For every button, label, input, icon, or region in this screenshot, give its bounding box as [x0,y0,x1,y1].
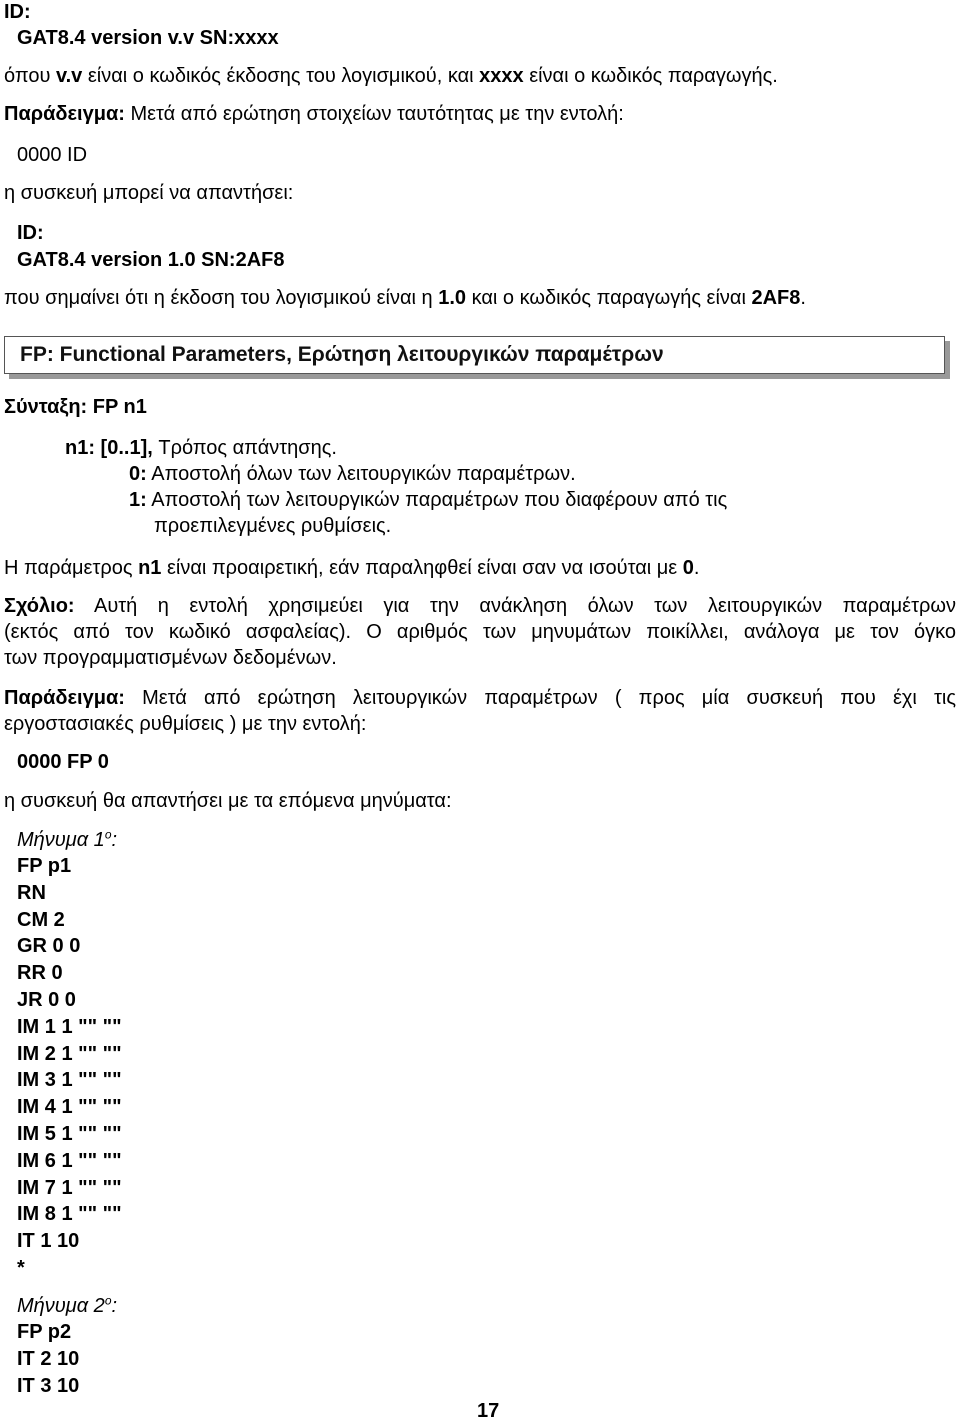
command-fp: 0000 FP 0 [17,751,109,773]
message-line: FP p1 [17,855,72,877]
message-line: * [17,1257,25,1279]
message-line: IM 4 1 "" "" [17,1096,122,1119]
message-line: IM 3 1 "" "" [17,1069,122,1092]
option-1: 1: Αποστολή των λειτουργικών παραμέτρων που διαφέρουν από τις [129,489,728,511]
message-line: RR 0 [17,962,63,985]
where-line: όπου v.v είναι ο κωδικός έκδοσης του λογισμικού, και xxxx είναι ο κωδικός παραγωγής. [4,65,778,87]
device-reply-intro: η συσκευή μπορεί να απαντήσει: [4,182,294,204]
message-line: RN [17,881,46,904]
message-line: IM 2 1 "" "" [17,1042,122,1065]
command-id: 0000 ID [17,144,88,166]
message-line: IM 8 1 "" "" [17,1203,122,1226]
message-line: IT 2 10 [17,1347,80,1370]
message-line: IM 5 1 "" "" [17,1123,122,1145]
example2-line-2: εργοστασιακές ρυθμίσεις ) με την εντολή: [4,713,367,735]
meaning-line: που σημαίνει ότι η έκδοση του λογισμικού είναι η 1.0 και ο κωδικός παραγωγής είναι 2AF8. [4,287,806,309]
reply-version: GAT8.4 version 1.0 SN:2AF8 [17,249,285,271]
comment-line-2: (εκτός από τον κωδικό ασφαλείας). Ο αριθμός των μηνυμάτων ποικίλλει, ανάλογα με τον όγκο [4,621,956,643]
example-line: Παράδειγμα: Μετά από ερώτηση στοιχείων ταυτότητας με την εντολή: [4,103,624,125]
comment-line-3: των προγραμματισμένων δεδομένων. [4,647,337,669]
message-line: GR 0 0 [17,935,81,958]
comment-line-1: Σχόλιο: Αυτή η εντολή χρησιμεύει για την ανάκληση όλων των λειτουργικών παραμέτρων [4,595,956,617]
message-1-label: Μήνυμα $1^o$: [17,827,118,851]
section-title: FP: Functional Parameters, Ερώτηση λειτουργικών παραμέτρων [20,343,664,366]
message-line: CM 2 [17,908,65,931]
section-header-box [4,336,945,374]
example2-line-1: Παράδειγμα: Μετά από ερώτηση λειτουργικών παραμέτρων ( προς μία συσκευή που έχι τις [4,687,956,709]
id-label: ID: [4,1,31,23]
message-line: IT 1 10 [17,1230,80,1253]
message-line: IT 3 10 [17,1374,80,1397]
id-format: GAT8.4 version v.v SN:xxxx [17,27,279,49]
option-0: 0: Αποστολή όλων των λειτουργικών παραμέτρων. [129,463,576,485]
reply-id-label: ID: [17,222,44,244]
message-line: JR 0 0 [17,989,76,1011]
message-line: FP p2 [17,1321,72,1343]
page-number: 17 [477,1400,500,1422]
message-line: IM 6 1 "" "" [17,1149,122,1172]
message-line: IM 7 1 "" "" [17,1176,122,1199]
message-line: IM 1 1 "" "" [17,1015,122,1038]
reply-intro: η συσκευή θα απαντήσει με τα επόμενα μηνύματα: [4,790,452,812]
n1-description: n1: [0..1], Τρόπος απάντησης. [65,437,337,459]
option-1-continued: προεπιλεγμένες ρυθμίσεις. [154,515,392,537]
syntax-line: Σύνταξη: FP n1 [4,396,147,418]
optional-note: Η παράμετρος n1 είναι προαιρετική, εάν παραληφθεί είναι σαν να ισούται με 0. [4,557,700,579]
message-2-label: Μήνυμα $2^o$: [17,1293,118,1317]
